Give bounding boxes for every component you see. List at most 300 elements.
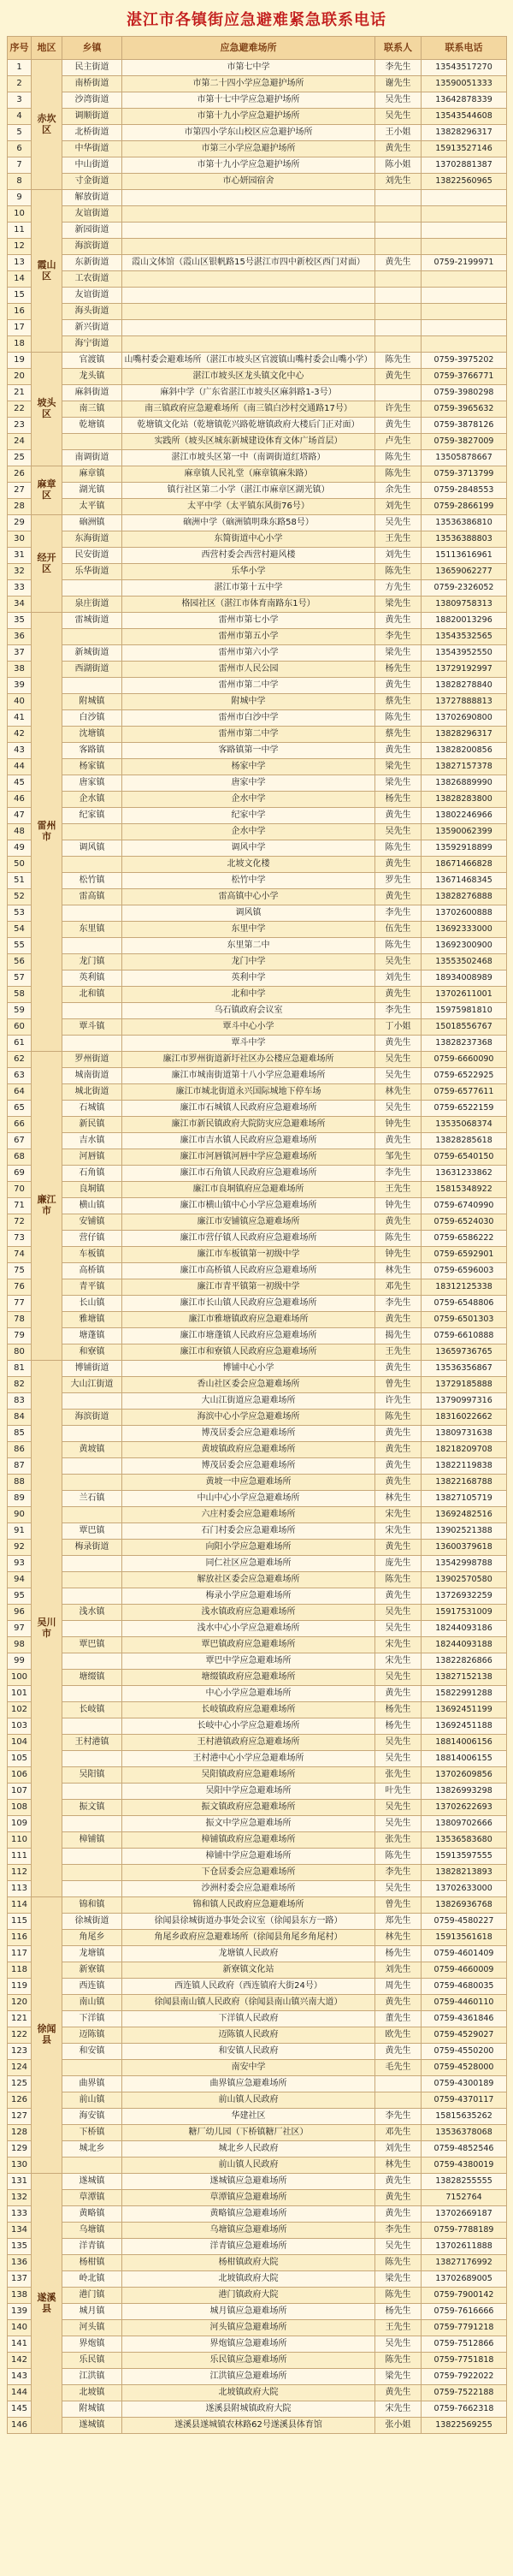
row-index: 78: [8, 1312, 32, 1328]
town-name: 民主街道: [62, 60, 122, 76]
shelter-name: 北坡镇政府大院: [122, 2385, 375, 2401]
shelter-name: 锦和镇人民政府应急避难场所: [122, 1897, 375, 1914]
table-row: [8, 1458, 507, 1475]
phone-number: 13543532565: [422, 629, 507, 645]
table-row: [8, 466, 507, 483]
phone-number: 18316022662: [422, 1410, 507, 1426]
shelter-name: 廉江市石城镇人民政府应急避难场所: [122, 1101, 375, 1117]
shelter-name: 乌石镇政府会议室: [122, 1003, 375, 1019]
phone-number: 13826936768: [422, 1897, 507, 1914]
contact-person: 吴先生: [375, 824, 422, 840]
shelter-name: 南三镇政府应急避难场所（南三镇白沙村交通路17号）: [122, 401, 375, 418]
shelter-name: 雷高镇中心小学: [122, 889, 375, 905]
row-index: 65: [8, 1101, 32, 1117]
shelter-name: 廉江市长山镇人民政府应急避难场所: [122, 1296, 375, 1312]
shelter-name: 太平中学（太平镇东风街76号）: [122, 499, 375, 515]
town-name: 吴阳镇: [62, 1767, 122, 1784]
row-index: 140: [8, 2320, 32, 2336]
table-row: [8, 369, 507, 385]
town-name: 工农街道: [62, 271, 122, 288]
row-index: 38: [8, 662, 32, 678]
phone-number: 13827157378: [422, 759, 507, 775]
shelter-name: 市第七中学: [122, 60, 375, 76]
row-index: 84: [8, 1410, 32, 1426]
phone-number: 13828285618: [422, 1133, 507, 1149]
row-index: 99: [8, 1653, 32, 1670]
contact-person: 梁先生: [375, 2369, 422, 2385]
contact-person: 黄先生: [375, 2206, 422, 2223]
contact-person: 许先生: [375, 401, 422, 418]
phone-number: 0759-4680035: [422, 1979, 507, 1995]
table-row: [8, 1166, 507, 1182]
shelter-name: 王村港镇政府应急避难场所: [122, 1735, 375, 1751]
contact-person: 宋先生: [375, 1507, 422, 1523]
town-name: 海滨街道: [62, 239, 122, 255]
row-index: 31: [8, 548, 32, 564]
phone-number: 0759-6610888: [422, 1328, 507, 1344]
row-index: 61: [8, 1036, 32, 1052]
phone-number: 13809758313: [422, 597, 507, 613]
town-name: 黄略镇: [62, 2206, 122, 2223]
table-row: [8, 987, 507, 1003]
phone-number: 0759-7791218: [422, 2320, 507, 2336]
phone-number: 13828276888: [422, 889, 507, 905]
row-index: 72: [8, 1214, 32, 1231]
phone-number: 0759-6577611: [422, 1084, 507, 1101]
shelter-name: 梅录小学应急避难场所: [122, 1588, 375, 1605]
shelter-name: 麻章镇人民礼堂（麻章镇麻朱路）: [122, 466, 375, 483]
shelter-name: 雷州市人民公园: [122, 662, 375, 678]
town-name: 高桥镇: [62, 1263, 122, 1279]
shelter-name: 廉江市高桥镇人民政府应急避难场所: [122, 1263, 375, 1279]
table-row: [8, 2060, 507, 2076]
table-row: [8, 1442, 507, 1458]
shelter-name: 石门村委会应急避难场所: [122, 1523, 375, 1540]
contact-person: 陈先生: [375, 938, 422, 954]
town-name: 城月镇: [62, 2304, 122, 2320]
row-index: 109: [8, 1816, 32, 1832]
contact-person: 张小姐: [375, 2418, 422, 2434]
shelter-name: 客路镇第一中学: [122, 743, 375, 759]
row-index: 103: [8, 1718, 32, 1735]
contact-person: 黄先生: [375, 369, 422, 385]
phone-number: [422, 304, 507, 320]
table-row: [8, 580, 507, 597]
phone-number: 0759-2848553: [422, 483, 507, 499]
table-row: [8, 1198, 507, 1214]
town-name: 海宁街道: [62, 336, 122, 353]
phone-number: 0759-7616666: [422, 2304, 507, 2320]
table-row: [8, 743, 507, 759]
table-row: [8, 1605, 507, 1621]
table-row: [8, 2385, 507, 2401]
table-row: [8, 1312, 507, 1328]
phone-number: 13822826866: [422, 1653, 507, 1670]
row-index: 121: [8, 2011, 32, 2027]
contact-person: 陈先生: [375, 450, 422, 466]
phone-number: 13702611888: [422, 2239, 507, 2255]
phone-number: 13553502468: [422, 954, 507, 970]
table-header-row: [8, 37, 507, 60]
row-index: 43: [8, 743, 32, 759]
table-row: [8, 1800, 507, 1816]
shelter-name: 曲界镇应急避难场所: [122, 2076, 375, 2092]
row-index: 89: [8, 1491, 32, 1507]
shelter-name: 廉江市良垌镇府应急避难场所: [122, 1182, 375, 1198]
contact-person: 陈先生: [375, 2255, 422, 2271]
town-name: 城南街道: [62, 1068, 122, 1084]
town-name: 下洋镇: [62, 2011, 122, 2027]
row-index: 113: [8, 1881, 32, 1897]
contact-person: 钟先生: [375, 1198, 422, 1214]
phone-number: 13702689005: [422, 2271, 507, 2288]
town-name: 龙塘镇: [62, 1946, 122, 1962]
town-name: 樟铺镇: [62, 1832, 122, 1849]
shelter-name: [122, 239, 375, 255]
contact-person: 陈先生: [375, 840, 422, 857]
shelter-name: 东里中学: [122, 922, 375, 938]
table-row: [8, 1718, 507, 1735]
town-name: 曲界镇: [62, 2076, 122, 2092]
shelter-name: 江洪镇应急避难场所: [122, 2369, 375, 2385]
shelter-name: 樟铺中学应急避难场所: [122, 1849, 375, 1865]
phone-number: 15913527146: [422, 141, 507, 157]
contact-person: 庞先生: [375, 1556, 422, 1572]
table-row: [8, 1393, 507, 1410]
phone-number: 0759-6522925: [422, 1068, 507, 1084]
town-name: [62, 1849, 122, 1865]
town-name: [62, 1458, 122, 1475]
table-row: [8, 2141, 507, 2158]
shelter-name: [122, 190, 375, 206]
town-name: 龙头镇: [62, 369, 122, 385]
town-name: 南桥街道: [62, 76, 122, 92]
phone-number: 18814006155: [422, 1751, 507, 1767]
contact-person: 吴先生: [375, 1670, 422, 1686]
shelter-name: 松竹中学: [122, 873, 375, 889]
town-name: 乾塘镇: [62, 418, 122, 434]
shelter-name: 乐民镇应急避难场所: [122, 2353, 375, 2369]
table-row: [8, 1279, 507, 1296]
shelter-name: 调风中学: [122, 840, 375, 857]
contact-person: 梁先生: [375, 597, 422, 613]
phone-number: 0759-4580227: [422, 1914, 507, 1930]
row-index: 10: [8, 206, 32, 223]
row-index: 91: [8, 1523, 32, 1540]
shelter-name: 海滨中心小学应急避难场所: [122, 1410, 375, 1426]
shelter-name: 英利中学: [122, 970, 375, 987]
row-index: 69: [8, 1166, 32, 1182]
shelter-name: 中山中心小学应急避难场所: [122, 1491, 375, 1507]
table-row: [8, 1767, 507, 1784]
town-name: 良垌镇: [62, 1182, 122, 1198]
row-index: 12: [8, 239, 32, 255]
shelter-name: 廉江市塘蓬镇人民政府应急避难场所: [122, 1328, 375, 1344]
town-name: 麻章镇: [62, 466, 122, 483]
row-index: 125: [8, 2076, 32, 2092]
shelter-name: 博茂居委会应急避难场所: [122, 1458, 375, 1475]
contact-person: 黄先生: [375, 2190, 422, 2206]
town-name: 北坡镇: [62, 2385, 122, 2401]
shelter-name: 北坡镇政府大院: [122, 2271, 375, 2288]
table-row: [8, 1133, 507, 1149]
contact-person: 王先生: [375, 531, 422, 548]
row-index: 16: [8, 304, 32, 320]
table-row: [8, 125, 507, 141]
table-row: [8, 2418, 507, 2434]
shelter-name: 港门镇政府大院: [122, 2288, 375, 2304]
table-row: [8, 1263, 507, 1279]
phone-number: 18671466828: [422, 857, 507, 873]
row-index: 13: [8, 255, 32, 271]
town-name: 长山镇: [62, 1296, 122, 1312]
shelter-name: 六庄村委会应急避难场所: [122, 1507, 375, 1523]
row-index: 19: [8, 353, 32, 369]
phone-number: 13702881387: [422, 157, 507, 174]
table-row: [8, 76, 507, 92]
town-name: 湖光镇: [62, 483, 122, 499]
row-index: 45: [8, 775, 32, 792]
town-name: 长岐镇: [62, 1702, 122, 1718]
row-index: 32: [8, 564, 32, 580]
town-name: 解放街道: [62, 190, 122, 206]
contact-person: [375, 239, 422, 255]
town-name: 和寮镇: [62, 1344, 122, 1361]
row-index: 66: [8, 1117, 32, 1133]
row-index: 111: [8, 1849, 32, 1865]
shelter-name: 洋青镇应急避难场所: [122, 2239, 375, 2255]
row-index: 105: [8, 1751, 32, 1767]
town-name: 南调街道: [62, 450, 122, 466]
phone-number: 13827105719: [422, 1491, 507, 1507]
phone-number: 13536378068: [422, 2125, 507, 2141]
row-index: 96: [8, 1605, 32, 1621]
shelter-name: 覃巴中学应急避难场所: [122, 1653, 375, 1670]
contact-person: 吴先生: [375, 1881, 422, 1897]
contact-person: 周先生: [375, 1979, 422, 1995]
row-index: 15: [8, 288, 32, 304]
contact-person: [375, 385, 422, 401]
contact-person: 伍先生: [375, 922, 422, 938]
shelter-name: 麻斜中学（广东省湛江市坡头区麻斜路1-3号）: [122, 385, 375, 401]
row-index: 30: [8, 531, 32, 548]
phone-number: 0759-4361846: [422, 2011, 507, 2027]
town-name: 海安镇: [62, 2109, 122, 2125]
shelter-name: 迈陈镇人民政府: [122, 2027, 375, 2044]
phone-number: 13542998788: [422, 1556, 507, 1572]
shelter-name: 河头镇应急避难场所: [122, 2320, 375, 2336]
contact-person: 吴先生: [375, 92, 422, 109]
contact-person: 揭先生: [375, 1328, 422, 1344]
town-name: [62, 857, 122, 873]
phone-number: 0759-6740990: [422, 1198, 507, 1214]
contact-person: 吴先生: [375, 1800, 422, 1816]
region-name: 坡头区: [32, 353, 62, 466]
contact-person: 杨先生: [375, 1946, 422, 1962]
shelter-name: 廉江市和寮镇人民政府应急避难场所: [122, 1344, 375, 1361]
contact-person: 黄先生: [375, 1995, 422, 2011]
row-index: 112: [8, 1865, 32, 1881]
row-index: 102: [8, 1702, 32, 1718]
shelter-name: 廉江市罗州街道新圩社区办公楼应急避难场所: [122, 1052, 375, 1068]
contact-person: 陈先生: [375, 353, 422, 369]
shelter-name: 黄略镇应急避难场所: [122, 2206, 375, 2223]
contact-person: 曾先生: [375, 1897, 422, 1914]
town-name: [62, 678, 122, 694]
town-name: 覃巴镇: [62, 1637, 122, 1653]
shelter-name: 雷州市第五小学: [122, 629, 375, 645]
row-index: 73: [8, 1231, 32, 1247]
contact-person: 陈先生: [375, 1849, 422, 1865]
row-index: 93: [8, 1556, 32, 1572]
phone-number: 0759-6586222: [422, 1231, 507, 1247]
phone-number: [422, 190, 507, 206]
table-row: [8, 2353, 507, 2369]
town-name: 硇洲镇: [62, 515, 122, 531]
table-row: [8, 1572, 507, 1588]
contact-person: 欧先生: [375, 2027, 422, 2044]
town-name: 雅塘镇: [62, 1312, 122, 1328]
table-row: [8, 1670, 507, 1686]
shelter-name: 镇行社区第二小学（湛江市麻章区湖光镇）: [122, 483, 375, 499]
contact-person: 张先生: [375, 1767, 422, 1784]
contact-person: [375, 206, 422, 223]
row-index: 118: [8, 1962, 32, 1979]
contact-person: 董先生: [375, 2011, 422, 2027]
shelter-name: 新寮镇文化站: [122, 1962, 375, 1979]
contact-person: 黄先生: [375, 743, 422, 759]
shelter-name: 廉江市吉水镇人民政府应急避难场所: [122, 1133, 375, 1149]
contact-table: [7, 36, 507, 2434]
phone-number: 13826889990: [422, 775, 507, 792]
town-name: 雷城街道: [62, 613, 122, 629]
shelter-name: 格园社区（湛江市体育南路东1号）: [122, 597, 375, 613]
shelter-name: 草潭镇应急避难场所: [122, 2190, 375, 2206]
contact-person: 吴先生: [375, 1751, 422, 1767]
table-row: [8, 1101, 507, 1117]
town-name: 锦和镇: [62, 1897, 122, 1914]
contact-person: 黄先生: [375, 2385, 422, 2401]
shelter-name: 雷州市白沙中学: [122, 710, 375, 727]
phone-number: 13535068374: [422, 1117, 507, 1133]
town-name: 北和镇: [62, 987, 122, 1003]
phone-number: 13828237368: [422, 1036, 507, 1052]
contact-person: 卢先生: [375, 434, 422, 450]
row-index: 115: [8, 1914, 32, 1930]
town-name: 草潭镇: [62, 2190, 122, 2206]
contact-person: 黄先生: [375, 418, 422, 434]
town-name: 迈陈镇: [62, 2027, 122, 2044]
table-row: [8, 1897, 507, 1914]
contact-person: [375, 320, 422, 336]
phone-number: 0759-4550200: [422, 2044, 507, 2060]
town-name: 江洪镇: [62, 2369, 122, 2385]
table-row: [8, 2239, 507, 2255]
contact-person: 叶先生: [375, 1784, 422, 1800]
table-row: [8, 1117, 507, 1133]
phone-number: 13802246966: [422, 808, 507, 824]
row-index: 144: [8, 2385, 32, 2401]
town-name: [62, 1751, 122, 1767]
town-name: 兰石镇: [62, 1491, 122, 1507]
town-name: 遂城镇: [62, 2418, 122, 2434]
shelter-name: [122, 320, 375, 336]
table-row: [8, 353, 507, 369]
table-row: [8, 678, 507, 694]
phone-number: 18244093186: [422, 1621, 507, 1637]
row-index: 131: [8, 2174, 32, 2190]
town-name: 洋青镇: [62, 2239, 122, 2255]
table-row: [8, 109, 507, 125]
table-row: [8, 1231, 507, 1247]
table-row: [8, 792, 507, 808]
phone-number: 13692451199: [422, 1702, 507, 1718]
shelter-name: 山嘴村委会避难场所（湛江市坡头区官渡镇山嘴村委会山嘴小学）: [122, 353, 375, 369]
region-name: 雷州市: [32, 613, 62, 1052]
table-row: [8, 206, 507, 223]
town-name: 企水镇: [62, 792, 122, 808]
phone-number: 0759-3713799: [422, 466, 507, 483]
table-row: [8, 223, 507, 239]
town-name: [62, 1621, 122, 1637]
town-name: 乐华街道: [62, 564, 122, 580]
row-index: 33: [8, 580, 32, 597]
shelter-name: 遂溪县遂城镇农林路62号遂溪县体育馆: [122, 2418, 375, 2434]
shelter-name: 乐华小学: [122, 564, 375, 580]
table-row: [8, 304, 507, 320]
table-row: [8, 1621, 507, 1637]
contact-person: 黄先生: [375, 808, 422, 824]
table-row: [8, 1637, 507, 1653]
table-row: [8, 2206, 507, 2223]
town-name: 附城镇: [62, 694, 122, 710]
row-index: 82: [8, 1377, 32, 1393]
town-name: 下桥镇: [62, 2125, 122, 2141]
row-index: 36: [8, 629, 32, 645]
table-row: [8, 1214, 507, 1231]
row-index: 145: [8, 2401, 32, 2418]
contact-person: 吴先生: [375, 2239, 422, 2255]
contact-person: 陈先生: [375, 466, 422, 483]
town-name: [62, 1784, 122, 1800]
table-row: [8, 531, 507, 548]
table-row: [8, 1084, 507, 1101]
phone-number: 13828296317: [422, 727, 507, 743]
contact-person: 陈先生: [375, 1231, 422, 1247]
shelter-name: 廉江市青平镇第一初级中学: [122, 1279, 375, 1296]
shelter-name: 廉江市石角镇人民政府应急避难场所: [122, 1166, 375, 1182]
row-index: 132: [8, 2190, 32, 2206]
table-row: [8, 483, 507, 499]
row-index: 83: [8, 1393, 32, 1410]
shelter-name: 糖厂幼儿园（下桥镇糖厂社区）: [122, 2125, 375, 2141]
town-name: 调风镇: [62, 840, 122, 857]
phone-number: 13590062399: [422, 824, 507, 840]
row-index: 124: [8, 2060, 32, 2076]
phone-number: 0759-4300189: [422, 2076, 507, 2092]
shelter-name: 市第十九小学应急避护场所: [122, 109, 375, 125]
town-name: 石角镇: [62, 1166, 122, 1182]
contact-person: 林先生: [375, 1084, 422, 1101]
row-index: 136: [8, 2255, 32, 2271]
table-row: [8, 1377, 507, 1393]
row-index: 35: [8, 613, 32, 629]
table-row: [8, 1426, 507, 1442]
town-name: 杨柑镇: [62, 2255, 122, 2271]
contact-person: 刘先生: [375, 1962, 422, 1979]
row-index: 26: [8, 466, 32, 483]
col-header-town: 乡镇: [62, 37, 122, 60]
